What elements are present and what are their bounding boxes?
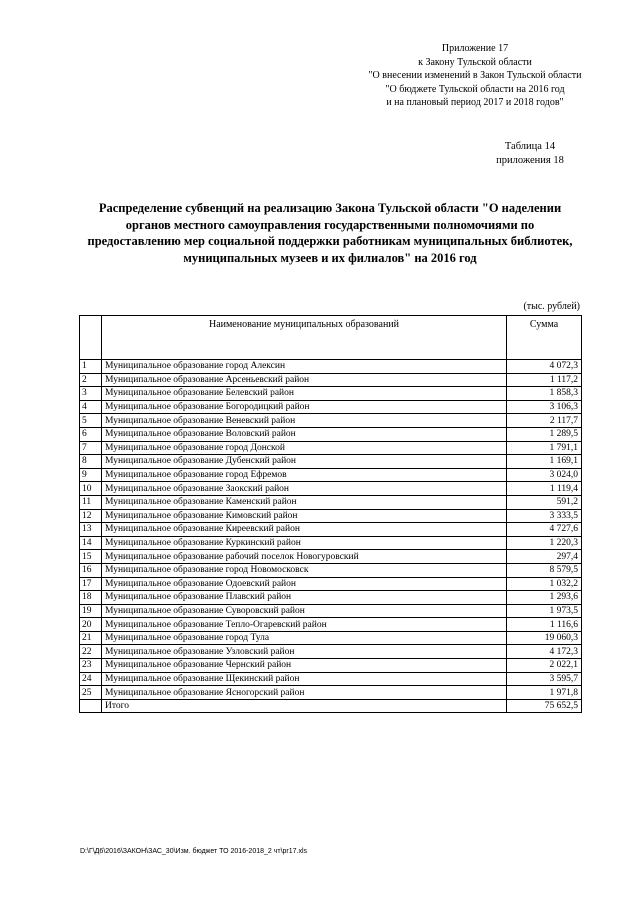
row-number: 10 — [80, 482, 102, 496]
header-sum: Сумма — [507, 316, 582, 360]
row-number: 2 — [80, 373, 102, 387]
appendix-line-5: и на плановый период 2017 и 2018 годов" — [386, 97, 564, 108]
row-sum: 591,2 — [507, 495, 582, 509]
row-municipality: Муниципальное образование Узловский район — [102, 645, 507, 659]
row-sum: 4 072,3 — [507, 360, 582, 374]
row-number: 14 — [80, 536, 102, 550]
table-row — [80, 618, 582, 632]
table-row — [80, 400, 582, 414]
table-row — [80, 563, 582, 577]
units-label: (тыс. рублей) — [523, 301, 580, 312]
row-municipality: Муниципальное образование Щекинский район — [102, 672, 507, 686]
row-number: 12 — [80, 509, 102, 523]
row-number: 23 — [80, 659, 102, 673]
table-reference — [480, 140, 580, 168]
row-municipality: Муниципальное образование Чернский район — [102, 659, 507, 673]
row-sum: 1 973,5 — [507, 604, 582, 618]
row-number: 7 — [80, 441, 102, 455]
row-number: 4 — [80, 400, 102, 414]
table-header-row — [80, 316, 582, 360]
row-number: 5 — [80, 414, 102, 428]
row-sum: 1 858,3 — [507, 387, 582, 401]
row-sum: 2 022,1 — [507, 659, 582, 673]
table-body — [80, 360, 582, 713]
table-row — [80, 441, 582, 455]
row-municipality: Муниципальное образование Одоевский район — [102, 577, 507, 591]
table-ref-line-2: приложения 18 — [496, 155, 564, 166]
table-row — [80, 686, 582, 700]
total-sum: 75 652,5 — [507, 699, 582, 713]
row-municipality: Муниципальное образование Тепло-Огаревский район — [102, 618, 507, 632]
row-municipality: Муниципальное образование Кимовский район — [102, 509, 507, 523]
table-row — [80, 659, 582, 673]
row-number: 6 — [80, 427, 102, 441]
row-sum: 4 727,6 — [507, 523, 582, 537]
row-number: 8 — [80, 455, 102, 469]
row-sum: 1 169,1 — [507, 455, 582, 469]
row-municipality: Муниципальное образование город Новомосковск — [102, 563, 507, 577]
table-row — [80, 672, 582, 686]
document-title: Распределение субвенций на реализацию Закона Тульской области "О наделении органов местного самоуправления государственными полномочиями по предоставлению мер социальной поддержки работникам муниципальных библиотек, муниципальных музеев и их филиалов" на 2016 год — [87, 201, 573, 265]
row-sum: 19 060,3 — [507, 631, 582, 645]
table-ref-line-1: Таблица 14 — [504, 141, 556, 152]
row-sum: 1 220,3 — [507, 536, 582, 550]
table-total-row — [80, 699, 582, 713]
table-row — [80, 427, 582, 441]
table-row — [80, 550, 582, 564]
total-number — [80, 699, 102, 713]
table-row — [80, 604, 582, 618]
row-sum: 297,4 — [507, 550, 582, 564]
row-municipality: Муниципальное образование Заокский район — [102, 482, 507, 496]
row-municipality: Муниципальное образование Дубенский район — [102, 455, 507, 469]
row-municipality: Муниципальное образование Богородицкий район — [102, 400, 507, 414]
row-sum: 1 293,6 — [507, 591, 582, 605]
appendix-line-4: "О бюджете Тульской области на 2016 год — [385, 83, 565, 95]
footer-file-path: D:\Г\Д6\2016\ЗАКОН\ЗАС_30\Изм. бюджет ТО 2016-2018_2 чт\pr17.xls — [80, 848, 308, 855]
table-row — [80, 631, 582, 645]
row-sum: 4 172,3 — [507, 645, 582, 659]
row-municipality: Муниципальное образование Каменский район — [102, 495, 507, 509]
row-sum: 3 595,7 — [507, 672, 582, 686]
row-municipality: Муниципальное образование Воловский район — [102, 427, 507, 441]
row-number: 15 — [80, 550, 102, 564]
row-sum: 1 117,2 — [507, 373, 582, 387]
header-name: Наименование муниципальных образований — [102, 316, 507, 360]
table-row — [80, 414, 582, 428]
row-sum: 1 119,4 — [507, 482, 582, 496]
row-sum: 1 971,8 — [507, 686, 582, 700]
appendix-line-1: Приложение 17 — [441, 43, 509, 54]
row-sum: 3 106,3 — [507, 400, 582, 414]
appendix-line-2: к Закону Тульской области — [418, 56, 532, 68]
row-municipality: Муниципальное образование город Алексин — [102, 360, 507, 374]
row-number: 13 — [80, 523, 102, 537]
appendix-header — [330, 42, 620, 110]
row-number: 19 — [80, 604, 102, 618]
table-row — [80, 387, 582, 401]
row-number: 24 — [80, 672, 102, 686]
table-row — [80, 482, 582, 496]
row-sum: 3 333,5 — [507, 509, 582, 523]
row-municipality: Муниципальное образование Веневский район — [102, 414, 507, 428]
row-municipality: Муниципальное образование город Донской — [102, 441, 507, 455]
row-number: 1 — [80, 360, 102, 374]
row-number: 16 — [80, 563, 102, 577]
row-municipality: Муниципальное образование Белевский район — [102, 387, 507, 401]
row-municipality: Муниципальное образование город Ефремов — [102, 468, 507, 482]
header-num — [80, 316, 102, 360]
row-sum: 1 791,1 — [507, 441, 582, 455]
row-municipality: Муниципальное образование Ясногорский район — [102, 686, 507, 700]
table-row — [80, 536, 582, 550]
row-number: 20 — [80, 618, 102, 632]
row-number: 21 — [80, 631, 102, 645]
table-row — [80, 523, 582, 537]
appendix-line-3: "О внесении изменений в Закон Тульской области — [368, 70, 582, 81]
table-row — [80, 645, 582, 659]
row-sum: 1 116,6 — [507, 618, 582, 632]
row-sum: 8 579,5 — [507, 563, 582, 577]
row-number: 11 — [80, 495, 102, 509]
row-number: 3 — [80, 387, 102, 401]
row-sum: 3 024,0 — [507, 468, 582, 482]
table-row — [80, 591, 582, 605]
row-municipality: Муниципальное образование рабочий поселок Новогуровский — [102, 550, 507, 564]
table-row — [80, 455, 582, 469]
row-sum: 2 117,7 — [507, 414, 582, 428]
row-number: 25 — [80, 686, 102, 700]
row-number: 18 — [80, 591, 102, 605]
row-number: 22 — [80, 645, 102, 659]
table-row — [80, 468, 582, 482]
row-sum: 1 289,5 — [507, 427, 582, 441]
total-label: Итого — [102, 699, 507, 713]
row-municipality: Муниципальное образование Киреевский район — [102, 523, 507, 537]
table-row — [80, 577, 582, 591]
table-row — [80, 360, 582, 374]
table-row — [80, 373, 582, 387]
row-number: 17 — [80, 577, 102, 591]
table-row — [80, 509, 582, 523]
row-municipality: Муниципальное образование Суворовский район — [102, 604, 507, 618]
row-municipality: Муниципальное образование город Тула — [102, 631, 507, 645]
table-row — [80, 495, 582, 509]
row-municipality: Муниципальное образование Плавский район — [102, 591, 507, 605]
row-municipality: Муниципальное образование Куркинский район — [102, 536, 507, 550]
row-municipality: Муниципальное образование Арсеньевский район — [102, 373, 507, 387]
subsidies-table — [79, 315, 582, 713]
row-sum: 1 032,2 — [507, 577, 582, 591]
row-number: 9 — [80, 468, 102, 482]
